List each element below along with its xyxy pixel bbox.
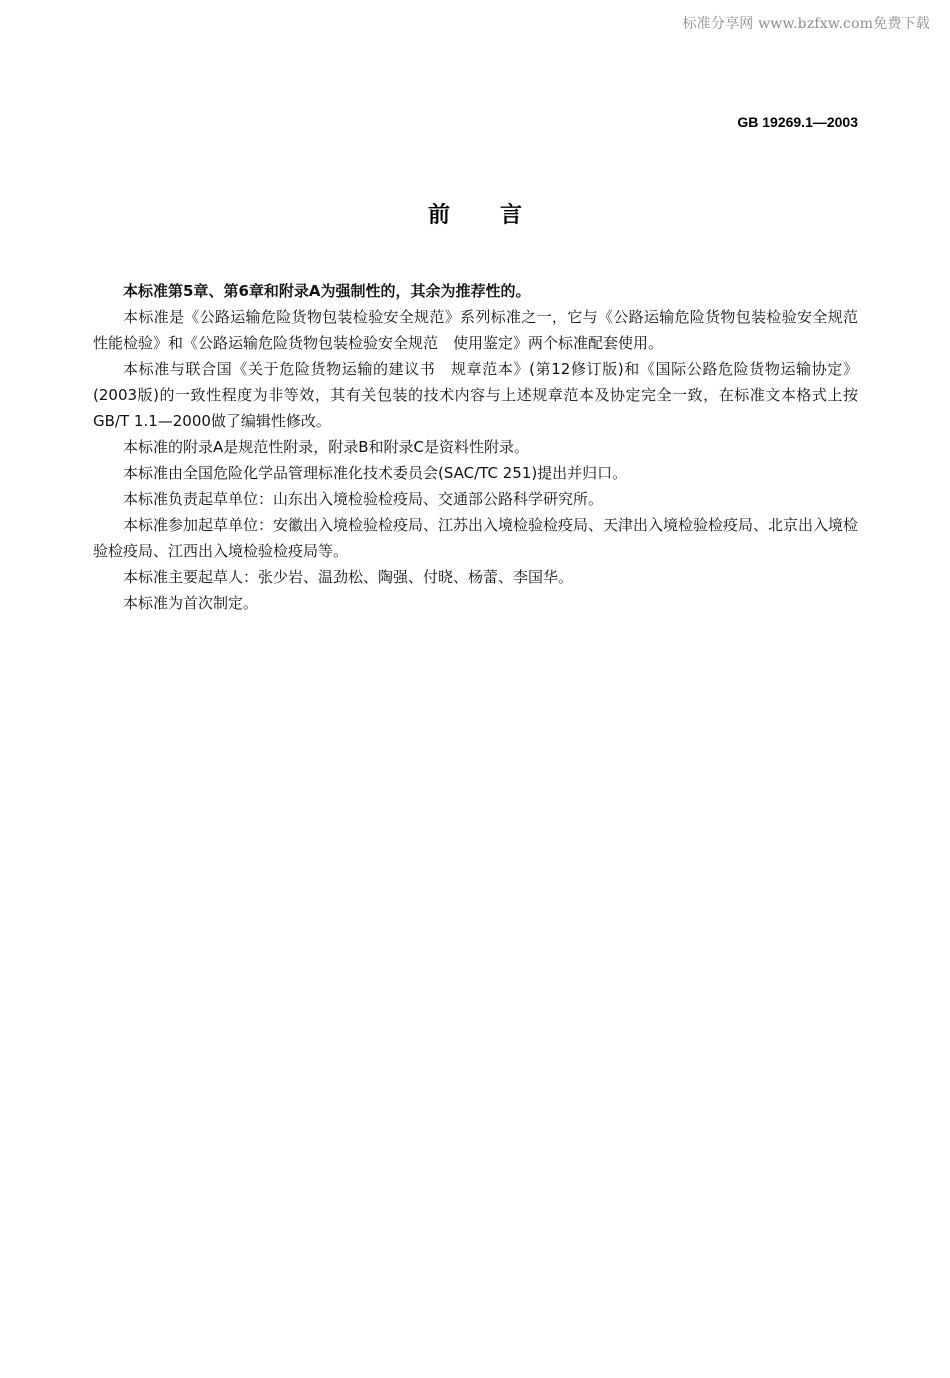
paragraph-main-authors: 本标准主要起草人：张少岩、温劲松、陶强、付晓、杨蕾、李国华。 bbox=[123, 568, 574, 586]
paragraph-proposer: 本标准由全国危险化学品管理标准化技术委员会(SAC/TC 251)提出并归口。 bbox=[123, 464, 628, 482]
page-title: 前言 bbox=[427, 203, 572, 228]
watermark-text: 标准分享网 www.bzfxw.com免费下载 bbox=[682, 16, 930, 32]
paragraph-consistency: 本标准与联合国《关于危险货物运输的建议书 规章范本》(第12修订版)和《国际公路危险货物运输协定》(2003版)的一致性程度为非等效，其有关包装的技术内容与上述规章范本及协定完全一致，在标准文本格式上按GB/T 1.1—2000做了编辑性修改。 bbox=[93, 360, 858, 430]
preface-body bbox=[93, 278, 874, 616]
standard-code: GB 19269.1—2003 bbox=[737, 114, 858, 130]
paragraph-first-edition: 本标准为首次制定。 bbox=[123, 594, 259, 612]
paragraph-mandatory-note: 本标准第5章、第6章和附录A为强制性的，其余为推荐性的。 bbox=[123, 282, 531, 300]
paragraph-lead-drafters: 本标准负责起草单位：山东出入境检验检疫局、交通部公路科学研究所。 bbox=[123, 490, 604, 508]
paragraph-appendix: 本标准的附录A是规范性附录，附录B和附录C是资料性附录。 bbox=[123, 438, 530, 456]
paragraph-series-info: 本标准是《公路运输危险货物包装检验安全规范》系列标准之一，它与《公路运输危险货物包装检验安全规范 性能检验》和《公路运输危险货物包装检验安全规范 使用鉴定》两个标准配套使用。 bbox=[93, 308, 874, 352]
paragraph-participating-drafters: 本标准参加起草单位：安徽出入境检验检疫局、江苏出入境检验检疫局、天津出入境检验检疫局、北京出入境检验检疫局、江西出入境检验检疫局等。 bbox=[93, 516, 859, 560]
